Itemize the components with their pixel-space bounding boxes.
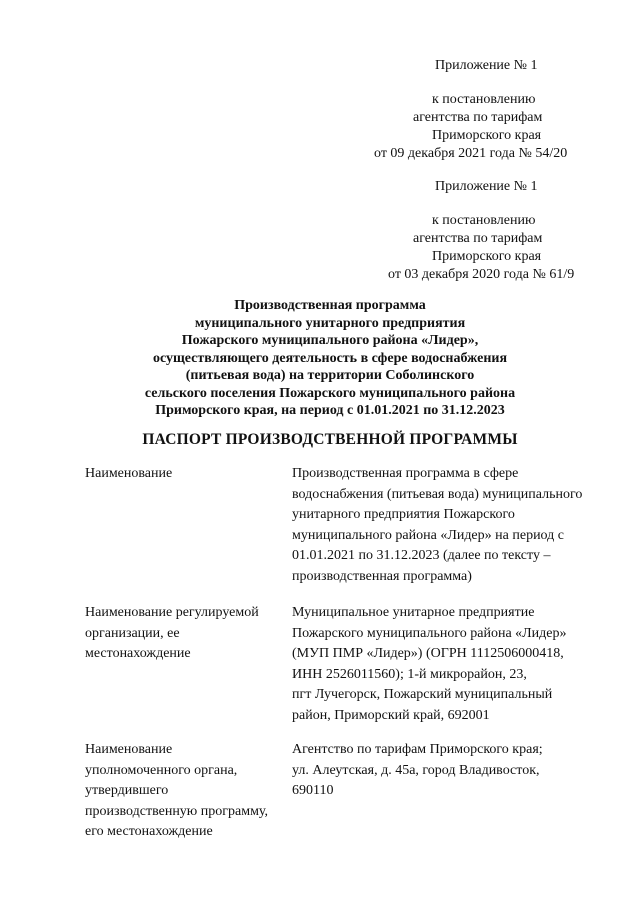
program-title: [0, 297, 640, 420]
value-line: Пожарского муниципального района «Лидер»: [292, 625, 567, 641]
program-title-line: муниципального унитарного предприятия: [194, 315, 466, 331]
value-line: Муниципальное унитарное предприятие: [292, 605, 535, 620]
value-line: 690110: [292, 783, 334, 798]
label-line: Наименование: [85, 742, 173, 757]
label-line: утвердившего: [85, 783, 169, 798]
row-value: [292, 740, 622, 802]
label-line: его местонахождение: [85, 824, 213, 839]
program-title-line: Производственная программа: [234, 298, 426, 313]
row-value: [292, 464, 622, 587]
label-line: производственную программу,: [85, 803, 269, 819]
program-title-line: (питьевая вода) на территории Соболинского: [185, 368, 475, 383]
label-line: уполномоченного органа,: [85, 762, 238, 778]
value-line: муниципального района «Лидер» на период с: [292, 527, 564, 543]
annex-line: к постановлению: [432, 213, 536, 228]
annex-line: Приморского края: [432, 249, 542, 264]
value-line: (МУП ПМР «Лидер») (ОГРН 1112506000418,: [292, 646, 564, 661]
annex-title: Приложение № 1: [435, 58, 538, 73]
row-value: [292, 603, 622, 726]
annex-line: от 09 декабря 2021 года № 54/20: [374, 146, 568, 161]
label-line: Наименование регулируемой: [85, 605, 259, 620]
row-label: [85, 464, 285, 485]
annex-line: к постановлению: [432, 92, 536, 107]
value-line: водоснабжения (питьевая вода) муниципального: [292, 486, 583, 502]
label-line: организации, ее: [85, 625, 180, 641]
passport-heading: ПАСПОРТ ПРОИЗВОДСТВЕННОЙ ПРОГРАММЫ: [142, 431, 518, 448]
value-line: 01.01.2021 по 31.12.2023 (далее по тексту –: [292, 548, 551, 563]
value-line: Агентство по тарифам Приморского края;: [292, 742, 543, 757]
label-line: Наименование: [85, 466, 173, 481]
annex-line: агентства по тарифам: [413, 231, 543, 246]
program-title-line: Пожарского муниципального района «Лидер»,: [181, 333, 479, 348]
program-title-line: сельского поселения Пожарского муниципального района: [144, 385, 516, 401]
label-line: местонахождение: [85, 646, 191, 661]
row-label: [85, 603, 285, 665]
annex-line: от 03 декабря 2020 года № 61/9: [388, 267, 575, 282]
value-line: производственная программа): [292, 568, 472, 584]
value-line: Производственная программа в сфере: [292, 466, 519, 481]
value-line: пгт Лучегорск, Пожарский муниципальный: [292, 687, 553, 702]
annex-title: Приложение № 1: [435, 179, 538, 194]
value-line: ИНН 2526011560); 1-й микрорайон, 23,: [292, 666, 527, 682]
value-line: район, Приморский край, 692001: [292, 707, 490, 723]
annex-line: Приморского края: [432, 128, 542, 143]
program-title-line: осуществляющего деятельность в сфере водоснабжения: [152, 350, 508, 366]
program-title-line: Приморского края, на период с 01.01.2021 по 31.12.2023: [155, 403, 505, 418]
row-label: [85, 740, 285, 843]
value-line: ул. Алеутская, д. 45а, город Владивосток,: [292, 762, 540, 778]
annex-line: агентства по тарифам: [413, 110, 543, 125]
value-line: унитарного предприятия Пожарского: [292, 507, 515, 522]
